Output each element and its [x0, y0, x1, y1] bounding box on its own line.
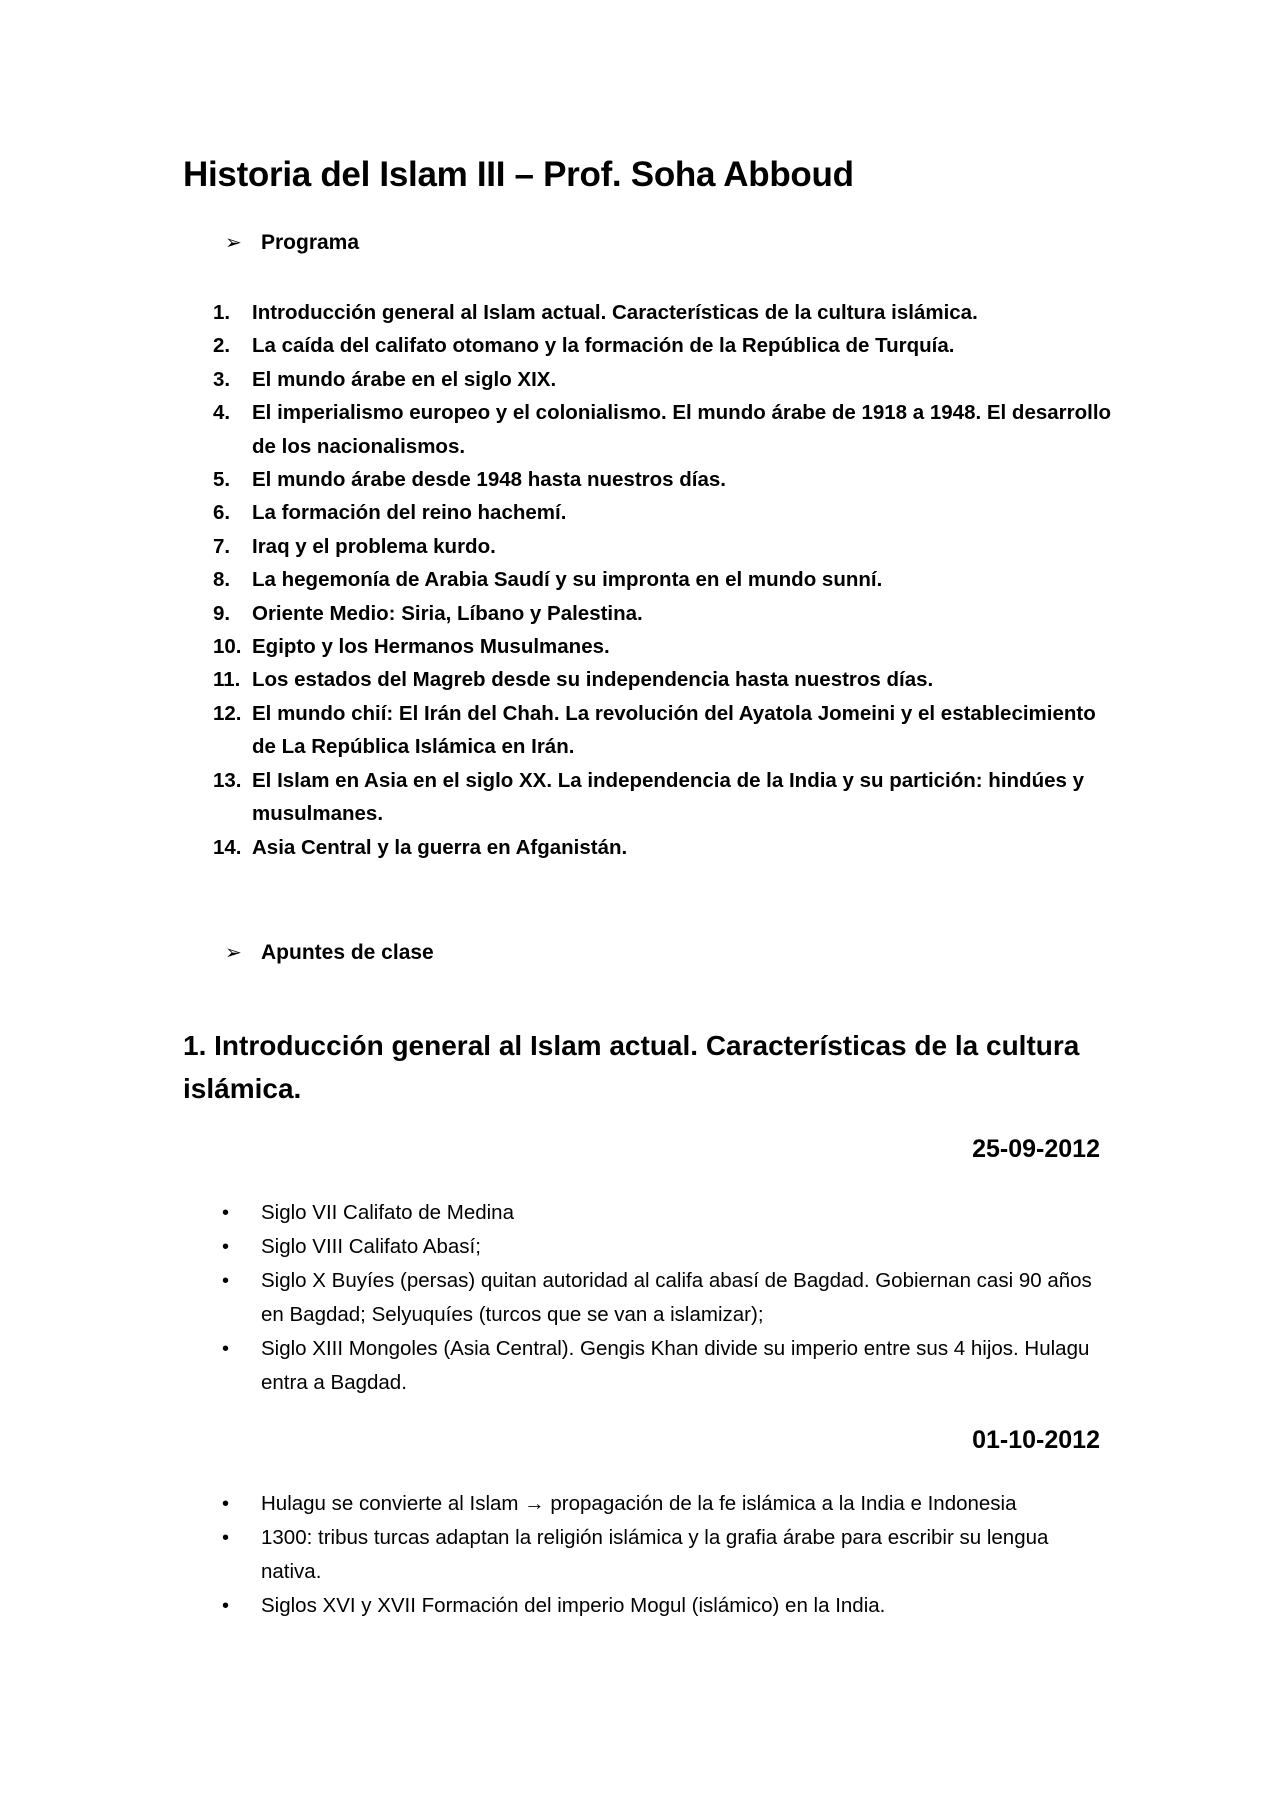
- program-item: [183, 563, 1113, 596]
- program-item: [183, 296, 1113, 329]
- note-text: Siglo X Buyíes (persas) quitan autoridad al califa abasí de Bagdad. Gobiernan casi 90 años en Bagdad; Selyuquíes (turcos que se van a islamizar);: [261, 1269, 1092, 1326]
- bullet-icon: •: [222, 1527, 230, 1549]
- program-item-text: El Islam en Asia en el siglo XX. La independencia de la India y su partición: hindúes y musulmanes.: [252, 768, 1084, 826]
- program-item: [183, 396, 1113, 463]
- note-text: Hulagu se convierte al Islam → propagación de la fe islámica a la India e Indonesia: [261, 1492, 1017, 1515]
- program-item: [183, 831, 1113, 864]
- program-item-number: 10.: [213, 635, 242, 659]
- note-text: Siglo VIII Califato Abasí;: [261, 1235, 481, 1258]
- note-item: [222, 1589, 1112, 1623]
- program-item-text: El mundo árabe desde 1948 hasta nuestros días.: [252, 468, 726, 492]
- section-heading-label: Programa: [261, 230, 360, 254]
- note-item: [222, 1264, 1112, 1332]
- program-item-number: 13.: [213, 768, 242, 792]
- note-item: [222, 1487, 1112, 1521]
- program-item: [183, 329, 1113, 362]
- bullet-icon: •: [222, 1202, 230, 1224]
- program-item-number: 12.: [213, 701, 242, 725]
- program-item-text: La formación del reino hachemí.: [252, 501, 567, 525]
- section-heading-programa: [225, 230, 359, 255]
- program-item-number: 14.: [213, 835, 242, 859]
- program-item-text: Iraq y el problema kurdo.: [252, 534, 496, 558]
- document-title: Historia del Islam III – Prof. Soha Abboud: [183, 155, 854, 194]
- program-item-number: 4.: [213, 401, 231, 425]
- note-item: [222, 1521, 1112, 1589]
- program-list: [183, 296, 1113, 864]
- bullet-icon: •: [222, 1236, 230, 1258]
- note-item: [222, 1332, 1112, 1400]
- program-item: [183, 597, 1113, 630]
- topic-heading: 1. Introducción general al Islam actual. Características de la cultura islámica.: [183, 1030, 1080, 1104]
- program-item-text: La hegemonía de Arabia Saudí y su impronta en el mundo sunní.: [252, 568, 883, 592]
- program-item-text: El mundo chií: El Irán del Chah. La revolución del Ayatola Jomeini y el establecimiento de La República Islámica en Irán.: [252, 701, 1096, 759]
- program-item-number: 6.: [213, 501, 231, 525]
- note-text: Siglo VII Califato de Medina: [261, 1201, 514, 1224]
- program-item-text: Asia Central y la guerra en Afganistán.: [252, 835, 628, 859]
- program-item: [183, 697, 1113, 764]
- bullet-icon: •: [222, 1338, 230, 1360]
- program-item: [183, 496, 1113, 529]
- program-item-number: 9.: [213, 601, 231, 625]
- bullet-icon: •: [222, 1270, 230, 1292]
- note-text: Siglo XIII Mongoles (Asia Central). Gengis Khan divide su imperio entre sus 4 hijos. Hulagu entra a Bagdad.: [261, 1337, 1090, 1394]
- note-item: [222, 1230, 1112, 1264]
- program-item-text: Introducción general al Islam actual. Características de la cultura islámica.: [252, 301, 978, 324]
- program-item: [183, 630, 1113, 663]
- notes-list: [222, 1196, 1112, 1400]
- program-item: [183, 463, 1113, 496]
- program-item-text: La caída del califato otomano y la formación de la República de Turquía.: [252, 334, 955, 358]
- program-item: [183, 363, 1113, 396]
- note-text: 1300: tribus turcas adaptan la religión islámica y la grafia árabe para escribir su lengua nativa.: [261, 1526, 1049, 1583]
- program-item-number: 3.: [213, 367, 231, 391]
- program-item-text: El mundo árabe en el siglo XIX.: [252, 367, 557, 391]
- program-item-number: 8.: [213, 568, 231, 592]
- note-text: Siglos XVI y XVII Formación del imperio Mogul (islámico) en la India.: [261, 1594, 886, 1617]
- arrow-bullet-icon: ➢: [225, 942, 242, 964]
- program-item: [183, 663, 1113, 696]
- notes-list: [222, 1487, 1112, 1623]
- program-item: [183, 764, 1113, 831]
- program-item-text: Egipto y los Hermanos Musulmanes.: [252, 635, 610, 659]
- section-heading-label: Apuntes de clase: [261, 940, 434, 964]
- bullet-icon: •: [222, 1493, 230, 1515]
- section-heading-apuntes: [225, 940, 434, 965]
- program-item-number: 11.: [213, 668, 241, 692]
- arrow-bullet-icon: ➢: [225, 232, 242, 254]
- program-item-text: Los estados del Magreb desde su independencia hasta nuestros días.: [252, 668, 934, 692]
- date-label: 25-09-2012: [972, 1135, 1100, 1163]
- program-item-number: 1.: [213, 301, 231, 324]
- bullet-icon: •: [222, 1595, 230, 1617]
- program-item-text: El imperialismo europeo y el colonialismo. El mundo árabe de 1918 a 1948. El desarrollo de los nacionalismos.: [252, 401, 1112, 458]
- date-label: 01-10-2012: [972, 1426, 1100, 1454]
- program-item: [183, 530, 1113, 563]
- program-item-number: 7.: [213, 534, 231, 558]
- program-item-number: 2.: [213, 334, 231, 358]
- note-item: [222, 1196, 1112, 1230]
- program-item-text: Oriente Medio: Siria, Líbano y Palestina.: [252, 601, 643, 625]
- program-item-number: 5.: [213, 468, 231, 492]
